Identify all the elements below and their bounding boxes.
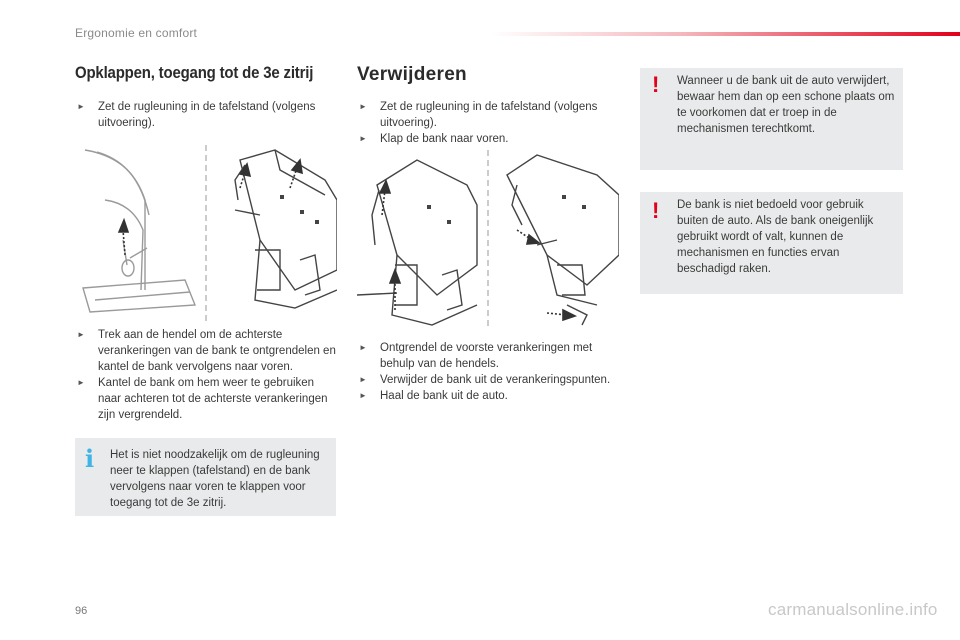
list-item: ► Trek aan de hendel om de achterste verankeringen van de bank te ontgrendelen en kantel de bank vervolgens naar voren. [75, 327, 340, 375]
exclamation-icon: ! [652, 72, 660, 97]
list-item: ► Zet de rugleuning in de tafelstand (volgens uitvoering). [357, 99, 622, 131]
list-item: ► Zet de rugleuning in de tafelstand (volgens uitvoering). [75, 99, 340, 131]
middle-steps-top [357, 99, 622, 147]
left-steps-bottom [75, 327, 340, 423]
page-number: 96 [75, 605, 88, 617]
info-icon: i [85, 444, 95, 473]
section-header: Ergonomie en comfort [75, 26, 198, 40]
left-steps-top [75, 99, 340, 131]
exclamation-icon: ! [652, 198, 660, 223]
remove-seat-illustration [357, 145, 619, 335]
list-item: ► Haal de bank uit de auto. [357, 388, 622, 404]
warning-note-storage [640, 68, 903, 170]
fold-seat-illustration [75, 140, 337, 328]
warning-text-usage: De bank is niet bedoeld voor gebruik buiten de auto. Als de bank oneigenlijk gebruikt wordt of valt, kunnen de mechanismen en functies ervan beschadigd raken. [677, 199, 874, 275]
middle-section-title: Verwijderen [357, 64, 467, 85]
watermark: carmanualsonline.info [768, 600, 938, 619]
list-item: ► Verwijder de bank uit de verankeringspunten. [357, 372, 622, 388]
middle-steps-bottom [357, 340, 622, 404]
warning-text-storage: Wanneer u de bank uit de auto verwijdert, bewaar hem dan op een schone plaats om te voorkomen dat er troep in de mechanismen terechtkomt. [677, 75, 895, 135]
info-note-text: Het is niet noodzakelijk om de rugleuning neer te klappen (tafelstand) en de bank vervolgens naar voren te klappen voor toegang tot de 3e zitrij. [110, 449, 320, 509]
info-note [75, 438, 336, 516]
warning-note-usage [640, 192, 903, 294]
left-section-title: Opklappen, toegang tot de 3e zitrij [75, 63, 314, 82]
list-item: ► Kantel de bank om hem weer te gebruiken naar achteren tot de achterste verankeringen zijn vergrendeld. [75, 375, 340, 423]
header-accent-bar [490, 32, 960, 36]
list-item: ► Ontgrendel de voorste verankeringen met behulp van de hendels. [357, 340, 622, 372]
list-item: ► Klap de bank naar voren. [357, 131, 622, 147]
